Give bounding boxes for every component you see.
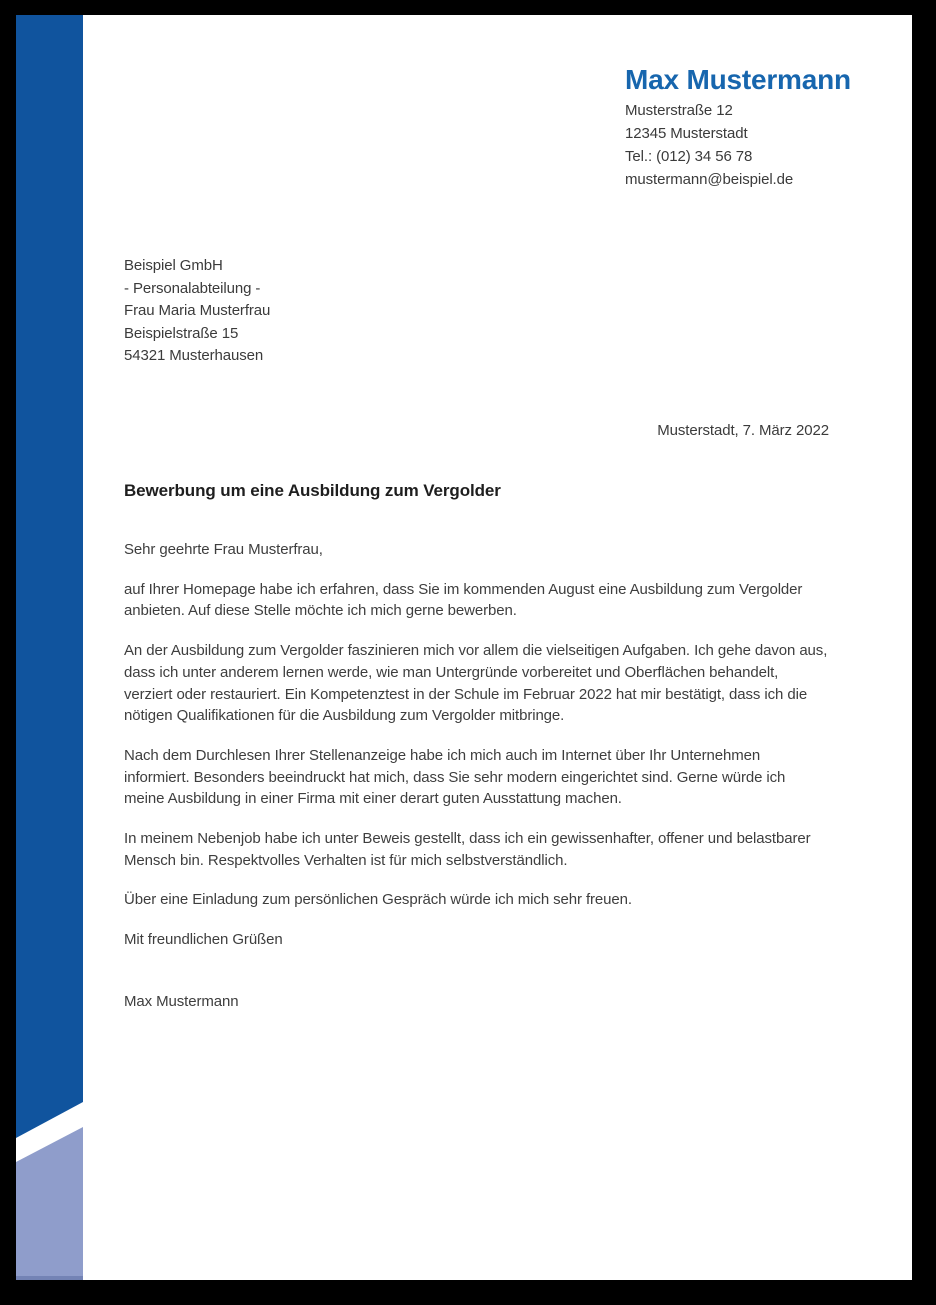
letter-body [124,539,829,1013]
closing: Mit freundlichen Grüßen [124,931,283,949]
subject-line: Bewerbung um eine Ausbildung zum Vergolder [124,481,501,500]
paragraph-1: auf Ihrer Homepage habe ich erfahren, dass Sie im kommenden August eine Ausbildung zum Vergolder anbieten. Auf diese Stelle möchte ich mich gerne bewerben. [124,580,803,620]
sender-name: Max Mustermann [625,64,851,95]
paragraph-4: In meinem Nebenjob habe ich unter Beweis gestellt, dass ich ein gewissenhafter, offener und belastbarer Mensch bin. Respektvolles Verhalten ist für mich selbstverständlich. [124,830,811,869]
accent-stripe-light [16,1127,83,1280]
recipient-city: 54321 Musterhausen [124,347,264,364]
recipient-block [124,255,270,368]
paragraph-5: Über eine Einladung zum persönlichen Gespräch würde ich mich sehr freuen. [124,891,632,909]
paragraph-3: Nach dem Durchlesen Ihrer Stellenanzeige habe ich mich auch im Internet über Ihr Unternehmen informiert. Besonders beeindruckt hat mich, dass Sie sehr modern eingerichtet sind. Gerne würde ich meine Ausbildung in einer Firma mit einer derart guten Ausstattung machen. [124,746,786,808]
recipient-contact-person: Frau Maria Musterfrau [124,302,271,319]
accent-stripe-dark [16,15,83,1138]
signature-name: Max Mustermann [124,992,239,1010]
recipient-street: Beispielstraße 15 [124,324,239,342]
salutation: Sehr geehrte Frau Musterfrau, [124,541,323,558]
sender-block [625,63,905,191]
sender-street: Musterstraße 12 [625,102,733,119]
recipient-department: - Personalabteilung - [124,279,261,297]
recipient-company: Beispiel GmbH [124,257,223,274]
sender-email: mustermann@beispiel.de [625,171,794,188]
sender-city: 12345 Musterstadt [625,125,748,142]
letter-page [16,15,912,1280]
date-line: Musterstadt, 7. März 2022 [657,422,829,439]
paragraph-2: An der Ausbildung zum Vergolder faszinieren mich vor allem die vielseitigen Aufgaben. Ich gehe davon aus, dass ich unter anderem lernen werde, wie man Untergründe vorbereitet und Oberflächen behandelt, verziert oder restauriert. Ein Kompetenztest in der Schule im Februar 2022 hat mir bestätigt, dass ich die nötigen Qualifikationen für die Ausbildung zum Vergolder mitbringe. [124,642,828,725]
sender-phone: Tel.: (012) 34 56 78 [625,148,753,165]
